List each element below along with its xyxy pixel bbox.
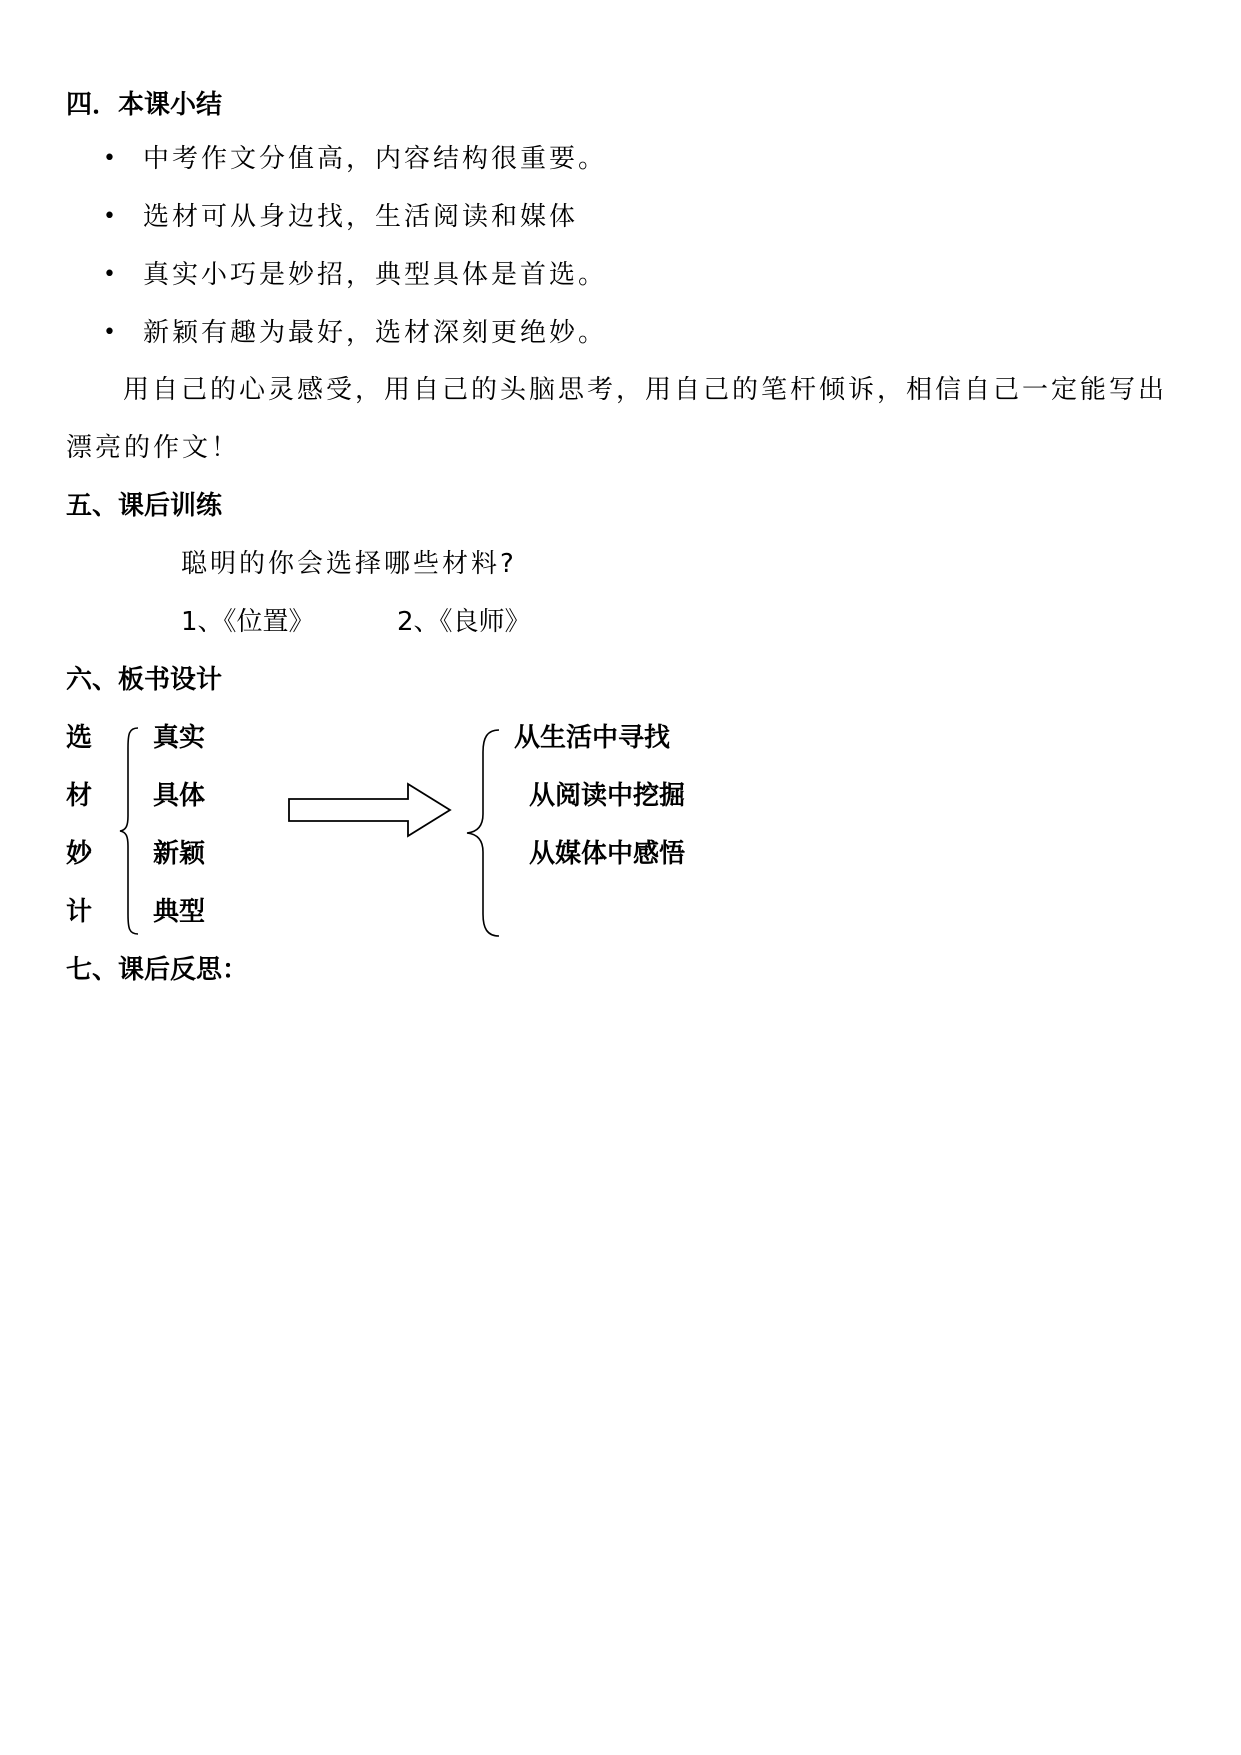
board-title-char: 选	[66, 723, 93, 753]
bullet-dot: •	[103, 146, 116, 171]
board-criterion: 典型	[153, 897, 206, 927]
board-title-char: 材	[66, 781, 93, 811]
board-heading: 六、板书设计	[66, 665, 223, 695]
practice-option-2: 2、《良师》	[397, 607, 531, 637]
board-source: 从阅读中挖掘	[529, 781, 686, 811]
board-title-char: 妙	[66, 839, 93, 869]
summary-bullet-3: 真实小巧是妙招，典型具体是首选。	[143, 260, 608, 290]
summary-bullet-1: 中考作文分值高，内容结构很重要。	[143, 144, 608, 174]
bullet-dot: •	[103, 262, 116, 287]
board-criterion: 新颖	[153, 839, 206, 869]
summary-paragraph-line-2: 漂亮的作文！	[66, 433, 241, 463]
summary-bullet-4: 新颖有趣为最好，选材深刻更绝妙。	[143, 318, 608, 348]
summary-bullet-2: 选材可从身边找，生活阅读和媒体	[143, 202, 579, 232]
bullet-dot: •	[103, 204, 116, 229]
right-arrow-icon	[287, 782, 453, 838]
reflection-heading: 七、课后反思：	[66, 955, 249, 985]
right-curly-brace	[463, 728, 505, 938]
board-criterion: 具体	[153, 781, 206, 811]
summary-heading: 四．本课小结	[66, 90, 223, 120]
board-title-char: 计	[66, 897, 93, 927]
board-criterion: 真实	[153, 723, 206, 753]
board-source: 从媒体中感悟	[529, 839, 686, 869]
summary-paragraph-line-1: 用自己的心灵感受，用自己的头脑思考，用自己的笔杆倾诉，相信自己一定能写出	[123, 375, 1168, 405]
left-curly-brace	[118, 726, 144, 936]
bullet-dot: •	[103, 320, 116, 345]
board-source: 从生活中寻找	[514, 723, 671, 753]
practice-option-1: 1、《位置》	[181, 607, 315, 637]
practice-heading: 五、课后训练	[66, 491, 223, 521]
practice-question: 聪明的你会选择哪些材料?	[181, 549, 517, 579]
